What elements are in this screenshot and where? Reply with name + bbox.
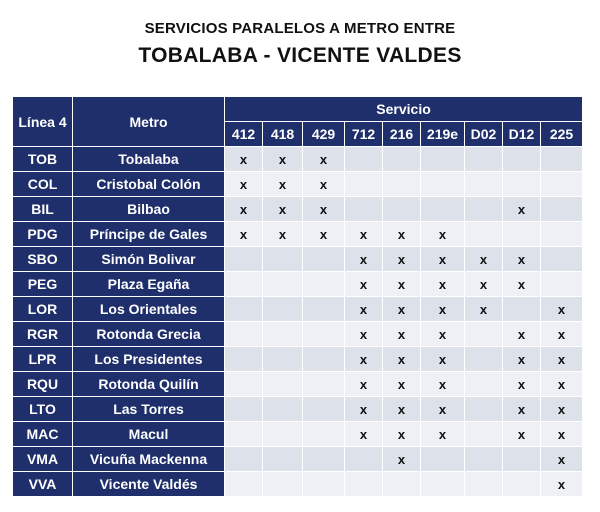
service-mark: x	[383, 347, 421, 372]
service-mark: x	[541, 297, 583, 322]
header-service: 219e	[421, 122, 465, 147]
service-mark: x	[421, 397, 465, 422]
service-mark	[465, 197, 503, 222]
table-row	[13, 172, 583, 197]
service-mark	[303, 397, 345, 422]
service-mark	[263, 422, 303, 447]
table-row	[13, 372, 583, 397]
header-service: 225	[541, 122, 583, 147]
station-code: VVA	[13, 472, 73, 497]
service-mark: x	[345, 347, 383, 372]
service-mark: x	[345, 247, 383, 272]
service-mark: x	[503, 322, 541, 347]
service-mark: x	[345, 397, 383, 422]
service-mark	[503, 172, 541, 197]
header-metro: Metro	[73, 97, 225, 147]
table-row	[13, 147, 583, 172]
station-name: Rotonda Grecia	[73, 322, 225, 347]
service-mark	[503, 147, 541, 172]
service-mark	[263, 372, 303, 397]
service-mark	[345, 197, 383, 222]
service-mark	[263, 297, 303, 322]
station-code: LTO	[13, 397, 73, 422]
service-mark: x	[421, 222, 465, 247]
service-mark	[465, 397, 503, 422]
service-mark: x	[263, 147, 303, 172]
service-mark	[303, 322, 345, 347]
service-mark: x	[383, 447, 421, 472]
service-mark: x	[263, 172, 303, 197]
table-row	[13, 397, 583, 422]
service-mark	[503, 222, 541, 247]
table-row	[13, 347, 583, 372]
service-mark: x	[345, 222, 383, 247]
header-service: 216	[383, 122, 421, 147]
service-mark: x	[541, 322, 583, 347]
service-mark: x	[225, 197, 263, 222]
service-mark	[465, 347, 503, 372]
service-mark: x	[303, 172, 345, 197]
service-mark	[503, 447, 541, 472]
service-mark: x	[225, 147, 263, 172]
station-code: COL	[13, 172, 73, 197]
service-mark: x	[503, 372, 541, 397]
service-mark	[303, 297, 345, 322]
service-mark: x	[303, 147, 345, 172]
service-mark	[345, 172, 383, 197]
table-row	[13, 447, 583, 472]
station-name: Cristobal Colón	[73, 172, 225, 197]
service-mark	[541, 197, 583, 222]
header-service: 429	[303, 122, 345, 147]
header-service: 412	[225, 122, 263, 147]
service-mark	[263, 347, 303, 372]
station-name: Simón Bolivar	[73, 247, 225, 272]
service-mark: x	[225, 172, 263, 197]
service-mark	[465, 222, 503, 247]
service-mark	[541, 172, 583, 197]
table-row	[13, 197, 583, 222]
service-mark	[225, 447, 263, 472]
service-mark: x	[303, 222, 345, 247]
service-mark	[345, 147, 383, 172]
service-mark: x	[503, 197, 541, 222]
service-mark: x	[345, 297, 383, 322]
service-mark	[263, 247, 303, 272]
station-code: RQU	[13, 372, 73, 397]
header-servicio: Servicio	[225, 97, 583, 122]
service-mark: x	[421, 272, 465, 297]
service-mark	[541, 147, 583, 172]
service-mark	[225, 297, 263, 322]
service-mark	[383, 172, 421, 197]
service-mark	[465, 172, 503, 197]
service-mark: x	[421, 422, 465, 447]
station-name: Las Torres	[73, 397, 225, 422]
table-row	[13, 222, 583, 247]
header-service: D12	[503, 122, 541, 147]
service-mark	[345, 447, 383, 472]
service-mark	[383, 472, 421, 497]
service-mark	[465, 472, 503, 497]
service-mark: x	[541, 472, 583, 497]
service-mark	[503, 472, 541, 497]
service-mark: x	[503, 397, 541, 422]
service-mark: x	[503, 247, 541, 272]
service-mark: x	[421, 297, 465, 322]
header-service: 418	[263, 122, 303, 147]
service-mark	[541, 247, 583, 272]
service-mark	[225, 272, 263, 297]
service-mark: x	[503, 422, 541, 447]
service-mark	[263, 447, 303, 472]
station-code: TOB	[13, 147, 73, 172]
service-mark: x	[421, 372, 465, 397]
service-mark	[421, 147, 465, 172]
service-mark	[383, 197, 421, 222]
service-mark: x	[503, 272, 541, 297]
station-code: VMA	[13, 447, 73, 472]
service-mark	[465, 147, 503, 172]
service-mark	[225, 472, 263, 497]
service-mark: x	[541, 422, 583, 447]
header-service: D02	[465, 122, 503, 147]
service-mark	[225, 247, 263, 272]
service-mark: x	[345, 272, 383, 297]
station-code: LPR	[13, 347, 73, 372]
station-name: Vicuña Mackenna	[73, 447, 225, 472]
station-name: Macul	[73, 422, 225, 447]
service-mark: x	[383, 297, 421, 322]
station-name: Plaza Egaña	[73, 272, 225, 297]
station-code: RGR	[13, 322, 73, 347]
service-mark: x	[421, 347, 465, 372]
station-name: Tobalaba	[73, 147, 225, 172]
service-mark: x	[421, 247, 465, 272]
service-mark	[303, 422, 345, 447]
service-mark	[263, 397, 303, 422]
service-mark	[303, 272, 345, 297]
title-line-2: TOBALABA - VICENTE VALDES	[138, 44, 462, 67]
table-row	[13, 272, 583, 297]
station-name: Rotonda Quilín	[73, 372, 225, 397]
service-mark	[303, 447, 345, 472]
station-name: Príncipe de Gales	[73, 222, 225, 247]
header-linea4: Línea 4	[13, 97, 73, 147]
service-mark	[465, 372, 503, 397]
station-name: Bilbao	[73, 197, 225, 222]
table-row	[13, 472, 583, 497]
station-code: BIL	[13, 197, 73, 222]
service-mark	[303, 472, 345, 497]
service-mark: x	[541, 372, 583, 397]
service-mark: x	[465, 247, 503, 272]
service-mark	[503, 297, 541, 322]
service-mark	[465, 322, 503, 347]
service-mark: x	[345, 372, 383, 397]
service-mark	[541, 272, 583, 297]
service-mark: x	[263, 222, 303, 247]
service-mark: x	[383, 222, 421, 247]
header-service: 712	[345, 122, 383, 147]
station-code: SBO	[13, 247, 73, 272]
service-mark: x	[345, 322, 383, 347]
service-mark	[225, 372, 263, 397]
service-mark: x	[225, 222, 263, 247]
service-mark: x	[383, 422, 421, 447]
table-row	[13, 297, 583, 322]
service-mark	[421, 472, 465, 497]
service-mark: x	[383, 322, 421, 347]
service-mark	[303, 372, 345, 397]
service-mark	[383, 147, 421, 172]
service-mark	[465, 447, 503, 472]
service-mark: x	[465, 272, 503, 297]
service-mark	[541, 222, 583, 247]
service-mark: x	[383, 247, 421, 272]
table-row	[13, 247, 583, 272]
station-code: PDG	[13, 222, 73, 247]
table-row	[13, 322, 583, 347]
station-name: Los Presidentes	[73, 347, 225, 372]
station-name: Vicente Valdés	[73, 472, 225, 497]
service-mark: x	[541, 397, 583, 422]
service-mark	[225, 397, 263, 422]
service-mark	[303, 247, 345, 272]
service-mark: x	[383, 397, 421, 422]
service-mark: x	[345, 422, 383, 447]
table-row	[13, 422, 583, 447]
service-mark	[303, 347, 345, 372]
service-mark	[465, 422, 503, 447]
service-mark	[421, 447, 465, 472]
service-mark: x	[383, 272, 421, 297]
service-mark: x	[263, 197, 303, 222]
service-mark: x	[541, 447, 583, 472]
service-mark: x	[503, 347, 541, 372]
title-line-1: SERVICIOS PARALELOS A METRO ENTRE	[144, 20, 456, 37]
service-mark: x	[383, 372, 421, 397]
station-name: Los Orientales	[73, 297, 225, 322]
service-mark	[263, 472, 303, 497]
service-mark	[345, 472, 383, 497]
service-mark	[225, 322, 263, 347]
services-table	[12, 96, 583, 497]
service-mark	[421, 197, 465, 222]
station-code: MAC	[13, 422, 73, 447]
service-mark	[225, 422, 263, 447]
service-mark: x	[421, 322, 465, 347]
service-mark	[263, 322, 303, 347]
service-mark	[421, 172, 465, 197]
service-mark	[263, 272, 303, 297]
station-code: PEG	[13, 272, 73, 297]
service-mark: x	[541, 347, 583, 372]
station-code: LOR	[13, 297, 73, 322]
service-mark	[225, 347, 263, 372]
service-mark: x	[303, 197, 345, 222]
service-mark: x	[465, 297, 503, 322]
